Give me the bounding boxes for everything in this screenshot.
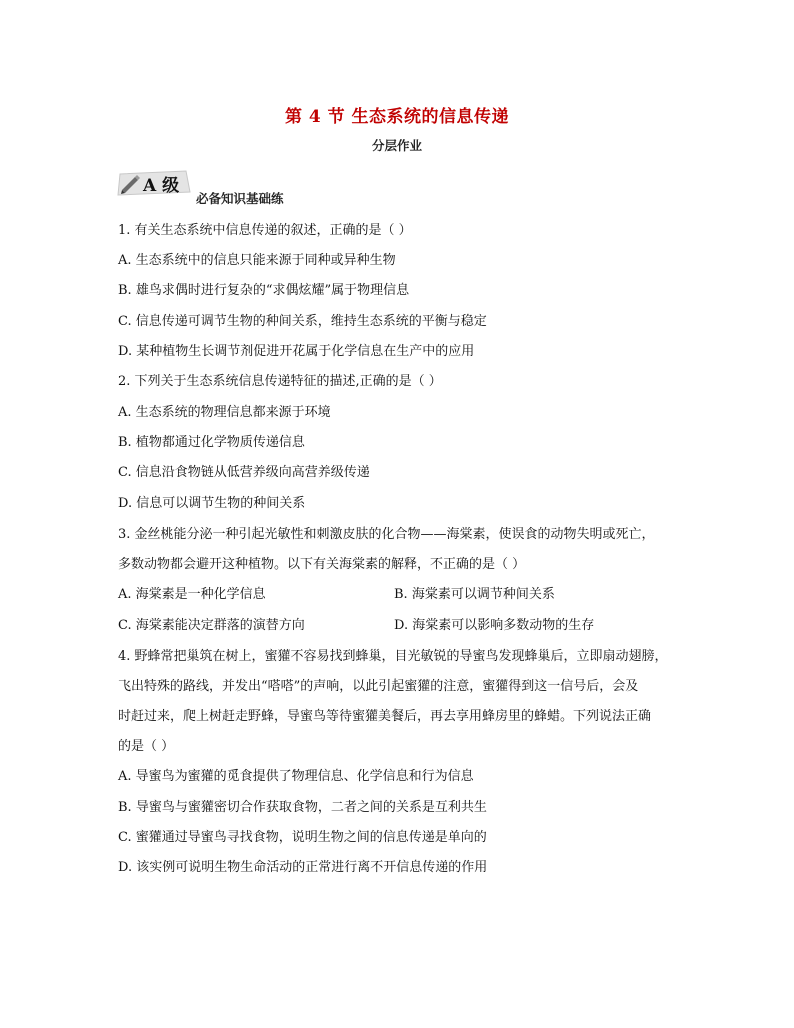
question-4-stem-line-1: 4. 野蜂常把巢筑在树上，蜜獾不容易找到蜂巢，目光敏锐的导蜜鸟发现蜂巢后，立即扇动翅膀， [118, 649, 668, 664]
question-4-option-c: C. 蜜獾通过导蜜鸟寻找食物，说明生物之间的信息传递是单向的 [118, 830, 487, 845]
question-2-option-c: C. 信息沿食物链从低营养级向高营养级传递 [118, 465, 370, 480]
page-subtitle: 分层作业 [371, 138, 422, 153]
page-title: 第 4 节 生态系统的信息传递 [284, 107, 510, 127]
question-3-option-a: A. 海棠素是一种化学信息 [118, 587, 266, 602]
question-4-option-b: B. 导蜜鸟与蜜獾密切合作获取食物，二者之间的关系是互利共生 [118, 800, 487, 815]
question-4-option-a: A. 导蜜鸟为蜜獾的觅食提供了物理信息、化学信息和行为信息 [118, 769, 474, 784]
question-2-option-a: A. 生态系统的物理信息都来源于环境 [118, 405, 331, 420]
question-3-option-b: B. 海棠素可以调节种间关系 [394, 587, 555, 602]
question-2-option-d: D. 信息可以调节生物的种间关系 [118, 496, 306, 511]
question-4-stem-line-3: 时赶过来，爬上树赶走野蜂，导蜜鸟等待蜜獾美餐后，再去享用蜂房里的蜂蜡。下列说法正确 [118, 709, 652, 724]
question-4-option-d: D. 该实例可说明生物生命活动的正常进行离不开信息传递的作用 [118, 860, 488, 875]
question-1-option-c: C. 信息传递可调节生物的种间关系，维持生态系统的平衡与稳定 [118, 314, 487, 329]
level-badge [116, 168, 192, 198]
question-3-option-c: C. 海棠素能决定群落的演替方向 [118, 618, 305, 633]
question-1-option-a: A. 生态系统中的信息只能来源于同种或异种生物 [118, 253, 396, 268]
question-3-stem-line-2: 多数动物都会避开这种植物。以下有关海棠素的解释，不正确的是（ ） [118, 557, 526, 572]
question-3-stem-line-1: 3. 金丝桃能分泌一种引起光敏性和刺激皮肤的化合物——海棠素，使误食的动物失明或死亡， [118, 527, 655, 542]
section-heading: 必备知识基础练 [196, 191, 284, 206]
level-badge-label: A 级 [143, 176, 180, 196]
question-1-option-b: B. 雄鸟求偶时进行复杂的“求偶炫耀”属于物理信息 [118, 283, 410, 298]
question-2-stem: 2. 下列关于生态系统信息传递特征的描述,正确的是（ ） [118, 374, 442, 389]
question-2-option-b: B. 植物都通过化学物质传递信息 [118, 435, 305, 450]
question-3-option-d: D. 海棠素可以影响多数动物的生存 [394, 618, 595, 633]
question-1-option-d: D. 某种植物生长调节剂促进开花属于化学信息在生产中的应用 [118, 344, 475, 359]
question-4-stem-line-2: 飞出特殊的路线，并发出“嗒嗒”的声响，以此引起蜜獾的注意，蜜獾得到这一信号后，会及 [118, 679, 639, 694]
question-4-stem-line-4: 的是（ ） [118, 739, 175, 754]
question-1-stem: 1. 有关生态系统中信息传递的叙述，正确的是（ ） [118, 223, 412, 238]
